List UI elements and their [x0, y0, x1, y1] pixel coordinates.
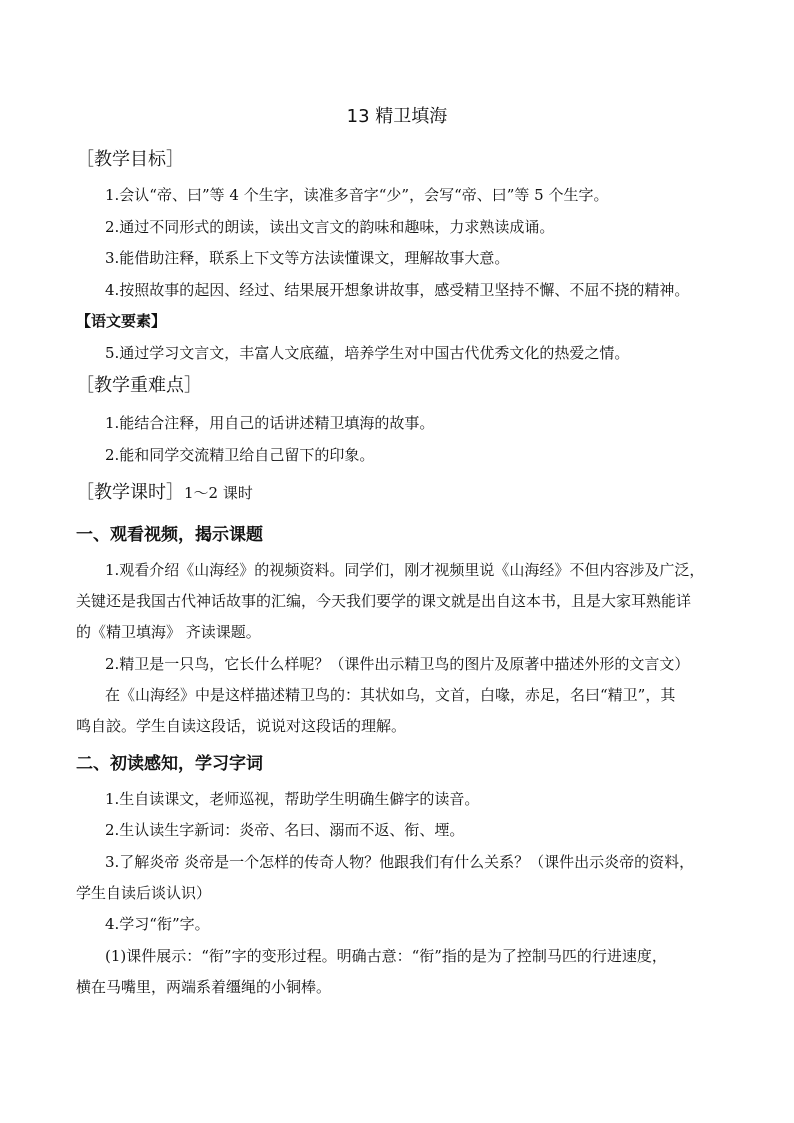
- key-points-heading: ［教学重难点］: [76, 375, 202, 396]
- section-2-para-1: 1.生自读课文，老师巡视，帮助学生明确生僻字的读音。: [105, 790, 480, 808]
- teaching-hours-value: 1～2 课时: [184, 484, 253, 502]
- page-title: 13 精卫填海: [346, 106, 448, 127]
- section-1-heading: 一、观看视频，揭示课题: [76, 525, 263, 545]
- yuwen-elements-heading: 【语文要素】: [76, 312, 167, 330]
- objective-item-3: 3.能借助注释，联系上下文等方法读懂课文，理解故事大意。: [105, 249, 510, 267]
- objective-item-2: 2.通过不同形式的朗读，读出文言文的韵味和趣味，力求熟读成诵。: [105, 218, 555, 236]
- section-2-para-2: 2.生认读生字新词：炎帝、名曰、溺而不返、衔、堙。: [105, 821, 465, 839]
- section-1-para-1-line-3: 的《精卫填海》 齐读课题。: [76, 623, 261, 641]
- objective-item-1: 1.会认“帝、曰”等 4 个生字，读准多音字“少”，会写“帝、曰”等 5 个生字。: [105, 186, 609, 204]
- objective-item-5: 5.通过学习文言文，丰富人文底蕴，培养学生对中国古代优秀文化的热爱之情。: [105, 344, 630, 362]
- section-2-para-3-line-2: 学生自读后谈认识）: [76, 884, 212, 902]
- section-1-para-3-line-2: 鸣自詨。学生自读这段话，说说对这段话的理解。: [76, 717, 407, 735]
- section-2-para-3-line-1: 3.了解炎帝 炎帝是一个怎样的传奇人物？他跟我们有什么关系？（课件出示炎帝的资料，: [105, 853, 695, 871]
- teaching-hours-heading: ［教学课时］: [76, 482, 184, 503]
- objective-item-4: 4.按照故事的起因、经过、结果展开想象讲故事，感受精卫坚持不懈、不屈不挠的精神。: [105, 281, 690, 299]
- key-point-item-2: 2.能和同学交流精卫给自己留下的印象。: [105, 446, 375, 464]
- section-1-para-2: 2.精卫是一只鸟，它长什么样呢？（课件出示精卫鸟的图片及原著中描述外形的文言文）: [105, 655, 690, 673]
- section-2-heading: 二、初读感知，学习字词: [76, 754, 263, 774]
- section-1-para-1-line-2: 关键还是我国古代神话故事的汇编，今天我们要学的课文就是出自这本书，且是大家耳熟能详: [76, 592, 692, 610]
- section-2-para-5-line-2: 横在马嘴里，两端系着缰绳的小铜棒。: [76, 978, 332, 996]
- section-2-para-5-line-1: (1)课件展示：“衔”字的变形过程。明确古意：“衔”指的是为了控制马匹的行进速度，: [105, 947, 667, 965]
- section-1-para-3-line-1: 在《山海经》中是这样描述精卫鸟的：其状如乌，文首，白喙，赤足，名曰“精卫”，其: [105, 686, 676, 704]
- section-1-para-1-line-1: 1.观看介绍《山海经》的视频资料。同学们，刚才视频里说《山海经》不但内容涉及广泛，: [105, 561, 705, 579]
- section-2-para-4: 4.学习“衔”字。: [105, 915, 210, 933]
- teaching-hours-line: [76, 479, 253, 507]
- key-point-item-1: 1.能结合注释，用自己的话讲述精卫填海的故事。: [105, 414, 435, 432]
- objectives-heading: ［教学目标］: [76, 149, 184, 170]
